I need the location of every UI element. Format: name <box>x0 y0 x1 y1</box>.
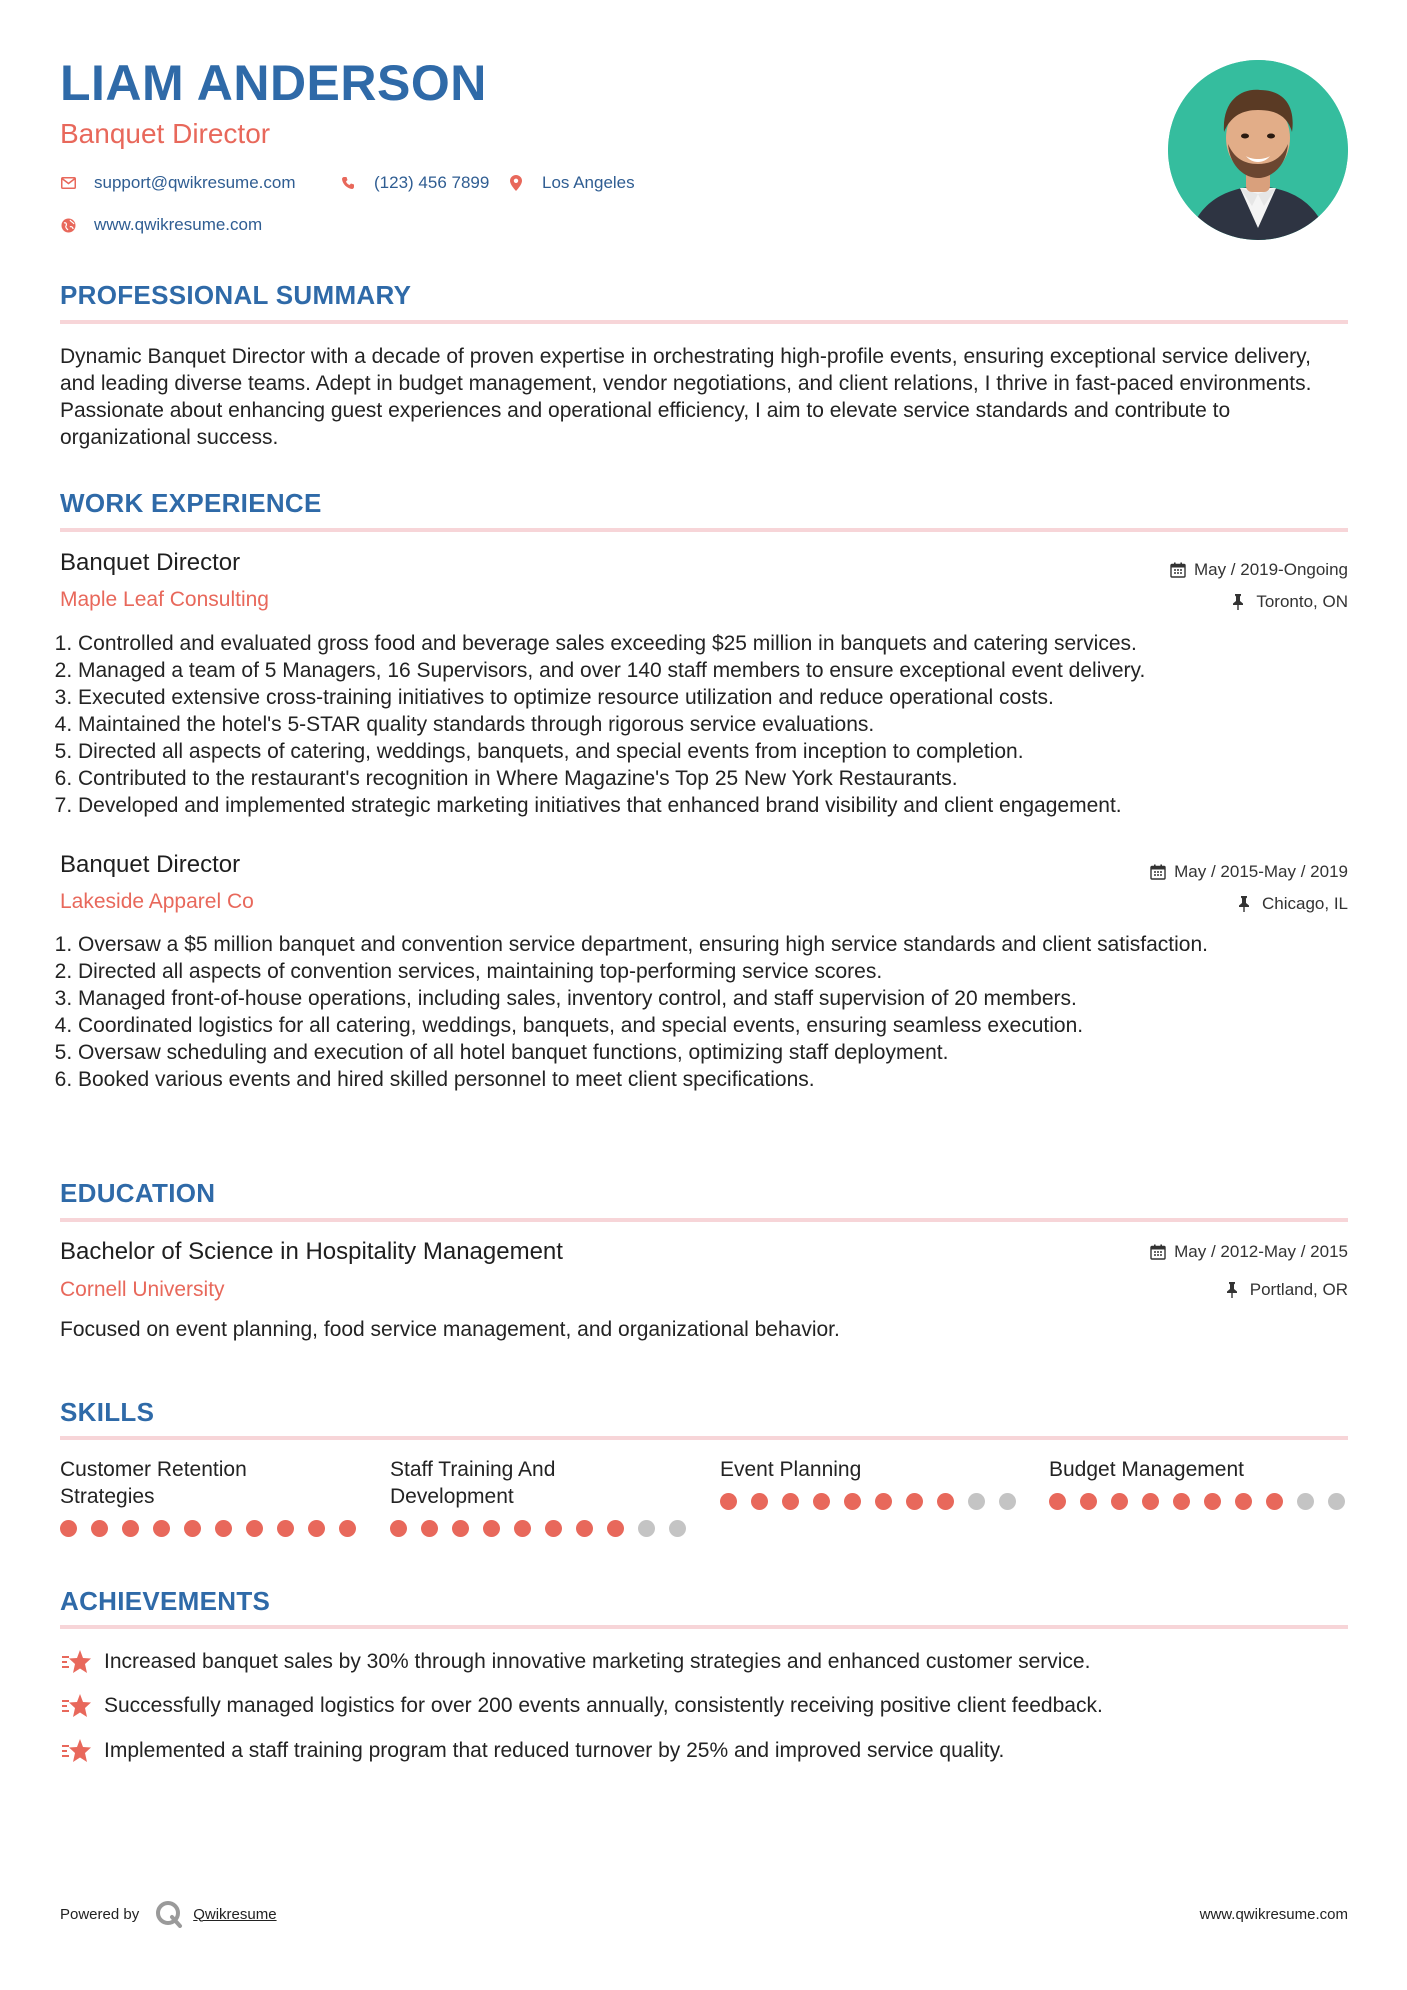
star-icon <box>60 1692 92 1720</box>
envelope-icon <box>60 175 76 191</box>
calendar-icon <box>1170 562 1186 578</box>
rating-dot-filled <box>1111 1493 1128 1510</box>
profile-photo <box>1168 60 1348 240</box>
rating-dot-filled <box>421 1520 438 1537</box>
skill-rating <box>720 1493 1016 1510</box>
rating-dot-filled <box>514 1520 531 1537</box>
list-item: 6. Booked various events and hired skilled personnel to meet client specifications. <box>78 1066 1298 1093</box>
job-location-text: Toronto, ON <box>1256 592 1348 611</box>
rating-dot-filled <box>215 1520 232 1537</box>
qwikresume-logo-icon <box>155 1900 183 1928</box>
rating-dot-filled <box>452 1520 469 1537</box>
list-item: 5. Oversaw scheduling and execution of all hotel banquet functions, optimizing staff deployment. <box>78 1039 1298 1066</box>
calendar-icon <box>1150 864 1166 880</box>
summary-heading: PROFESSIONAL SUMMARY <box>60 280 412 310</box>
email-text[interactable]: support@qwikresume.com <box>94 173 296 192</box>
rating-dot-filled <box>91 1520 108 1537</box>
footer-website[interactable]: www.qwikresume.com <box>1199 1906 1348 1923</box>
contact-phone[interactable] <box>340 173 489 193</box>
globe-icon <box>60 217 76 233</box>
job-dates-text: May / 2015-May / 2019 <box>1174 862 1348 881</box>
rating-dot-empty <box>1297 1493 1314 1510</box>
rating-dot-filled <box>308 1520 325 1537</box>
rating-dot-filled <box>153 1520 170 1537</box>
list-item: 3. Managed front-of-house operations, including sales, inventory control, and staff supervision of 20 members. <box>78 985 1298 1012</box>
section-divider <box>60 320 1348 324</box>
rating-dot-empty <box>999 1493 1016 1510</box>
rating-dot-empty <box>968 1493 985 1510</box>
rating-dot-filled <box>1204 1493 1221 1510</box>
job-dates <box>1170 560 1348 580</box>
website-text[interactable]: www.qwikresume.com <box>94 215 263 234</box>
rating-dot-filled <box>844 1493 861 1510</box>
job-dates <box>1150 862 1348 882</box>
rating-dot-filled <box>1266 1493 1283 1510</box>
achievement-item <box>60 1648 1090 1676</box>
list-item: 1. Oversaw a $5 million banquet and convention service department, ensuring high service standards and client satisfaction. <box>78 931 1298 958</box>
skill-rating <box>1049 1493 1345 1510</box>
skill-item <box>390 1456 670 1510</box>
education-heading: EDUCATION <box>60 1178 216 1208</box>
job-role: Banquet Director <box>60 549 241 576</box>
rating-dot-empty <box>1328 1493 1345 1510</box>
job-company: Lakeside Apparel Co <box>60 890 254 913</box>
qwikresume-link[interactable]: Qwikresume <box>193 1905 277 1923</box>
pushpin-icon <box>1238 896 1254 912</box>
school-name: Cornell University <box>60 1278 225 1301</box>
achievement-text: Increased banquet sales by 30% through innovative marketing strategies and enhanced customer service. <box>104 1650 1091 1673</box>
calendar-icon <box>1150 1244 1166 1260</box>
rating-dot-filled <box>607 1520 624 1537</box>
rating-dot-filled <box>184 1520 201 1537</box>
list-item: 4. Coordinated logistics for all catering, weddings, banquets, and special events, ensuring seamless execution. <box>78 1012 1298 1039</box>
job-role: Banquet Director <box>60 851 241 878</box>
job-company: Maple Leaf Consulting <box>60 588 269 611</box>
rating-dot-filled <box>1049 1493 1066 1510</box>
pushpin-icon <box>1232 594 1248 610</box>
rating-dot-filled <box>937 1493 954 1510</box>
phone-text[interactable]: (123) 456 7899 <box>374 173 490 192</box>
degree-title: Bachelor of Science in Hospitality Management <box>60 1238 563 1265</box>
skill-rating <box>390 1520 686 1537</box>
list-item: 5. Directed all aspects of catering, weddings, banquets, and special events from inception to completion. <box>78 738 1358 765</box>
achievement-item <box>60 1692 1103 1720</box>
skill-rating <box>60 1520 356 1537</box>
rating-dot-filled <box>1173 1493 1190 1510</box>
rating-dot-filled <box>390 1520 407 1537</box>
list-item: 3. Executed extensive cross-training initiatives to optimize resource utilization and reduce operational costs. <box>78 684 1358 711</box>
contact-website[interactable] <box>60 215 262 235</box>
rating-dot-filled <box>720 1493 737 1510</box>
rating-dot-filled <box>1235 1493 1252 1510</box>
rating-dot-filled <box>576 1520 593 1537</box>
list-item: 2. Directed all aspects of convention services, maintaining top-performing service scores. <box>78 958 1298 985</box>
achievement-item <box>60 1737 1004 1765</box>
skill-name: Budget Management <box>1049 1458 1244 1481</box>
rating-dot-filled <box>246 1520 263 1537</box>
phone-icon <box>340 175 356 191</box>
education-location <box>1226 1280 1348 1300</box>
education-dates <box>1150 1242 1348 1262</box>
rating-dot-filled <box>60 1520 77 1537</box>
rating-dot-filled <box>122 1520 139 1537</box>
list-item: 4. Maintained the hotel's 5-STAR quality standards through rigorous service evaluations. <box>78 711 1358 738</box>
skill-item <box>60 1456 340 1510</box>
skill-item <box>1049 1456 1349 1483</box>
job-location <box>1232 592 1348 612</box>
list-item: 1. Controlled and evaluated gross food and beverage sales exceeding $25 million in banquets and catering services. <box>78 630 1358 657</box>
skill-name: Staff Training And Development <box>390 1458 556 1508</box>
list-item: 2. Managed a team of 5 Managers, 16 Supervisors, and over 140 staff members to ensure exceptional event delivery. <box>78 657 1358 684</box>
job-dates-text: May / 2019-Ongoing <box>1193 560 1348 579</box>
section-divider <box>60 1218 1348 1222</box>
rating-dot-filled <box>1142 1493 1159 1510</box>
rating-dot-filled <box>813 1493 830 1510</box>
pushpin-icon <box>1226 1282 1242 1298</box>
job-duties-list <box>60 931 1298 1093</box>
candidate-name: LIAM ANDERSON <box>60 55 487 111</box>
achievement-text: Implemented a staff training program that reduced turnover by 25% and improved service quality. <box>104 1739 1005 1762</box>
rating-dot-filled <box>483 1520 500 1537</box>
list-item: 7. Developed and implemented strategic marketing initiatives that enhanced brand visibility and client engagement. <box>78 792 1358 819</box>
rating-dot-filled <box>751 1493 768 1510</box>
skill-name: Event Planning <box>720 1458 862 1481</box>
location-text: Los Angeles <box>542 173 635 192</box>
section-divider <box>60 1625 1348 1629</box>
education-location-text: Portland, OR <box>1249 1280 1348 1299</box>
candidate-title: Banquet Director <box>60 118 271 149</box>
skill-item <box>720 1456 1020 1483</box>
rating-dot-filled <box>339 1520 356 1537</box>
achievements-heading: ACHIEVEMENTS <box>60 1586 271 1616</box>
powered-by-label: Powered by <box>60 1905 140 1923</box>
map-pin-icon <box>508 175 524 191</box>
job-location-text: Chicago, IL <box>1262 894 1348 913</box>
skills-heading: SKILLS <box>60 1397 155 1427</box>
experience-heading: WORK EXPERIENCE <box>60 488 322 518</box>
rating-dot-filled <box>875 1493 892 1510</box>
education-dates-text: May / 2012-May / 2015 <box>1174 1242 1348 1261</box>
job-duties-list <box>60 630 1358 819</box>
star-icon <box>60 1648 92 1676</box>
rating-dot-empty <box>638 1520 655 1537</box>
list-item: 6. Contributed to the restaurant's recognition in Where Magazine's Top 25 New York Restaurants. <box>78 765 1358 792</box>
section-divider <box>60 528 1348 532</box>
summary-text: Dynamic Banquet Director with a decade of proven expertise in orchestrating high-profile events, ensuring exceptional service delivery, and leading diverse teams. Adept in budget management, vendor negotiations, and client relations, I thrive in fast-paced environments. Passionate about enhancing guest experiences and operational efficiency, I aim to elevate service standards and contribute to organizational success. <box>60 345 1312 449</box>
rating-dot-empty <box>669 1520 686 1537</box>
star-icon <box>60 1737 92 1765</box>
section-divider <box>60 1436 1348 1440</box>
contact-location <box>508 173 635 193</box>
rating-dot-filled <box>545 1520 562 1537</box>
rating-dot-filled <box>782 1493 799 1510</box>
rating-dot-filled <box>1080 1493 1097 1510</box>
achievement-text: Successfully managed logistics for over 200 events annually, consistently receiving positive client feedback. <box>104 1694 1103 1717</box>
contact-email[interactable] <box>60 173 296 193</box>
education-description: Focused on event planning, food service management, and organizational behavior. <box>60 1318 840 1341</box>
job-location <box>1238 894 1348 914</box>
footer-powered-by <box>60 1900 277 1928</box>
skill-name: Customer Retention Strategies <box>60 1458 247 1508</box>
rating-dot-filled <box>906 1493 923 1510</box>
rating-dot-filled <box>277 1520 294 1537</box>
